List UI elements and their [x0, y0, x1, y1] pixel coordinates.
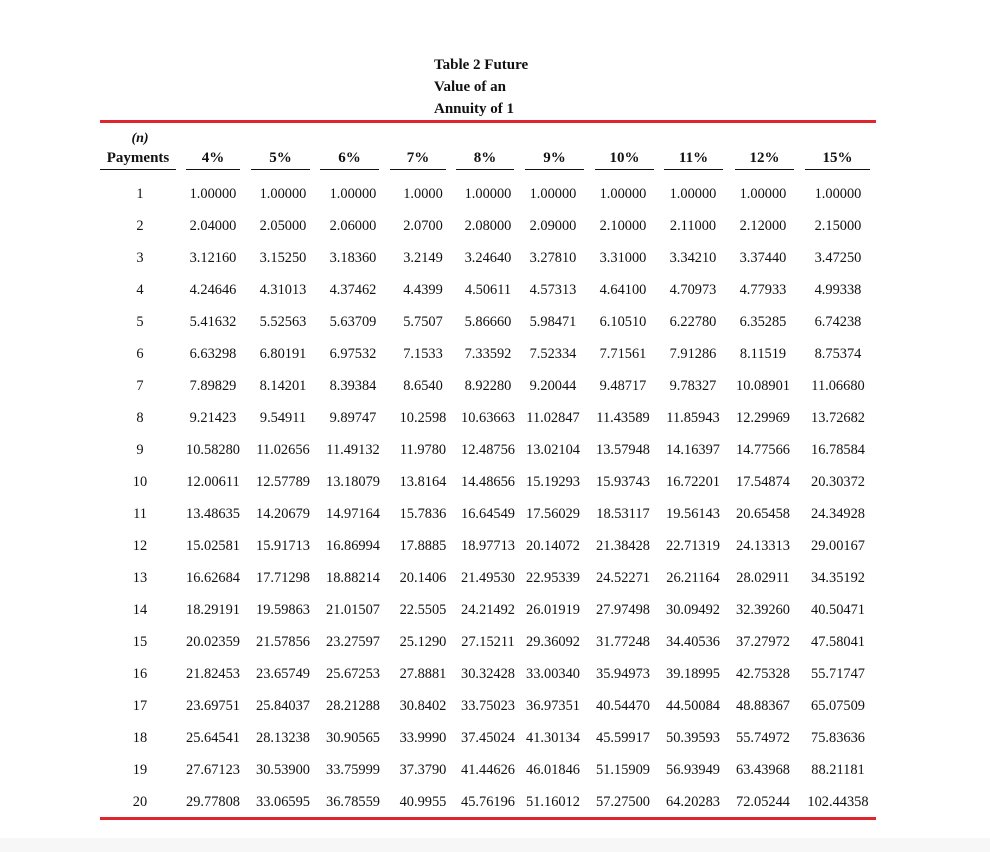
table-cell: 22.5505 [399, 602, 447, 618]
table-cell: 9.48717 [599, 378, 647, 394]
table-row [0, 564, 990, 596]
table-cell: 11.02847 [526, 410, 580, 426]
table-cell: 5.86660 [464, 314, 512, 330]
table-cell: 7.33592 [464, 346, 512, 362]
table-cell: 15.19293 [526, 474, 580, 490]
table-cell: 33.75023 [461, 698, 515, 714]
table-cell: 27.67123 [186, 762, 240, 778]
table-cell: 8.11519 [739, 346, 787, 362]
table-cell: 1.00000 [814, 186, 862, 202]
table-cell: 1.00000 [464, 186, 512, 202]
table-cell: 23.65749 [256, 666, 310, 682]
table-cell: 19.59863 [256, 602, 310, 618]
table-cell: 33.9990 [399, 730, 447, 746]
table-cell: 3.18360 [329, 250, 377, 266]
payments-number: 15 [132, 634, 148, 650]
table-cell: 65.07509 [811, 698, 865, 714]
table-row [0, 468, 990, 500]
payments-number: 12 [132, 538, 148, 554]
table-cell: 1.00000 [599, 186, 647, 202]
table-cell: 2.08000 [464, 218, 512, 234]
table-cell: 5.63709 [329, 314, 377, 330]
table-cell: 2.10000 [599, 218, 647, 234]
table-cell: 55.74972 [736, 730, 790, 746]
table-cell: 6.74238 [814, 314, 862, 330]
table-cell: 20.30372 [811, 474, 865, 490]
table-cell: 11.43589 [596, 410, 650, 426]
table-cell: 18.88214 [326, 570, 380, 586]
table-cell: 9.78327 [669, 378, 717, 394]
table-cell: 3.2149 [403, 250, 443, 266]
table-cell: 25.64541 [186, 730, 240, 746]
rate-header: 7% [390, 150, 446, 170]
table-cell: 2.12000 [739, 218, 787, 234]
payments-number: 14 [132, 602, 148, 618]
table-cell: 56.93949 [666, 762, 720, 778]
table-cell: 22.95339 [526, 570, 580, 586]
table-cell: 44.50084 [666, 698, 720, 714]
table-cell: 4.64100 [599, 282, 647, 298]
table-cell: 7.91286 [669, 346, 717, 362]
annuity-table-body [0, 180, 990, 820]
table-cell: 2.15000 [814, 218, 862, 234]
table-cell: 18.97713 [461, 538, 515, 554]
payments-number: 18 [132, 730, 148, 746]
table-cell: 39.18995 [666, 666, 720, 682]
table-cell: 4.77933 [739, 282, 787, 298]
table-cell: 6.80191 [259, 346, 307, 362]
payments-number: 6 [136, 346, 144, 362]
table-cell: 11.9780 [399, 442, 447, 458]
table-row [0, 180, 990, 212]
table-cell: 22.71319 [666, 538, 720, 554]
table-cell: 33.75999 [326, 762, 380, 778]
table-row [0, 308, 990, 340]
table-cell: 5.41632 [189, 314, 237, 330]
rate-header: 11% [664, 150, 723, 170]
table-cell: 6.63298 [189, 346, 237, 362]
payments-number: 5 [136, 314, 144, 330]
rate-header: 9% [525, 150, 584, 170]
payments-number: 16 [132, 666, 148, 682]
table-cell: 21.57856 [256, 634, 310, 650]
table-title [434, 54, 528, 120]
table-cell: 9.54911 [259, 410, 307, 426]
table-cell: 21.49530 [461, 570, 515, 586]
table-cell: 36.97351 [526, 698, 580, 714]
table-cell: 37.45024 [461, 730, 515, 746]
table-cell: 24.52271 [596, 570, 650, 586]
table-cell: 25.1290 [399, 634, 447, 650]
table-cell: 9.21423 [189, 410, 237, 426]
table-cell: 29.36092 [526, 634, 580, 650]
table-cell: 8.6540 [403, 378, 443, 394]
payments-number: 4 [136, 282, 144, 298]
table-cell: 12.29969 [736, 410, 790, 426]
table-cell: 7.71561 [599, 346, 647, 362]
table-cell: 30.90565 [326, 730, 380, 746]
table-cell: 3.31000 [599, 250, 647, 266]
table-cell: 40.9955 [399, 794, 447, 810]
table-cell: 2.06000 [329, 218, 377, 234]
payments-number: 19 [132, 762, 148, 778]
table-cell: 5.7507 [403, 314, 443, 330]
payments-number: 8 [136, 410, 144, 426]
table-cell: 37.27972 [736, 634, 790, 650]
table-cell: 21.01507 [326, 602, 380, 618]
table-cell: 3.27810 [529, 250, 577, 266]
table-cell: 4.57313 [529, 282, 577, 298]
table-cell: 6.10510 [599, 314, 647, 330]
table-cell: 50.39593 [666, 730, 720, 746]
table-row [0, 596, 990, 628]
table-cell: 3.47250 [814, 250, 862, 266]
table-cell: 10.63663 [461, 410, 515, 426]
table-cell: 13.72682 [811, 410, 865, 426]
table-cell: 29.77808 [186, 794, 240, 810]
table-row [0, 628, 990, 660]
table-cell: 10.08901 [736, 378, 790, 394]
table-cell: 7.1533 [403, 346, 443, 362]
table-cell: 3.37440 [739, 250, 787, 266]
table-row [0, 404, 990, 436]
payments-number: 20 [132, 794, 148, 810]
table-cell: 72.05244 [736, 794, 790, 810]
table-cell: 17.56029 [526, 506, 580, 522]
table-cell: 18.29191 [186, 602, 240, 618]
table-cell: 20.14072 [526, 538, 580, 554]
table-cell: 9.20044 [529, 378, 577, 394]
table-cell: 3.15250 [259, 250, 307, 266]
table-cell: 16.62684 [186, 570, 240, 586]
table-cell: 17.71298 [256, 570, 310, 586]
table-cell: 45.59917 [596, 730, 650, 746]
table-cell: 14.20679 [256, 506, 310, 522]
table-cell: 51.16012 [526, 794, 580, 810]
payments-header: Payments [100, 150, 176, 170]
table-cell: 12.00611 [186, 474, 240, 490]
table-cell: 36.78559 [326, 794, 380, 810]
table-cell: 55.71747 [811, 666, 865, 682]
table-cell: 41.30134 [526, 730, 580, 746]
table-row [0, 532, 990, 564]
table-cell: 11.02656 [256, 442, 310, 458]
table-cell: 30.53900 [256, 762, 310, 778]
table-cell: 5.98471 [529, 314, 577, 330]
table-cell: 6.35285 [739, 314, 787, 330]
table-cell: 16.64549 [461, 506, 515, 522]
table-row [0, 756, 990, 788]
table-cell: 8.39384 [329, 378, 377, 394]
rate-header: 12% [735, 150, 794, 170]
table-cell: 42.75328 [736, 666, 790, 682]
table-cell: 16.86994 [326, 538, 380, 554]
table-cell: 4.70973 [669, 282, 717, 298]
payments-number: 1 [136, 186, 144, 202]
table-row [0, 244, 990, 276]
payments-number: 7 [136, 378, 144, 394]
table-cell: 15.02581 [186, 538, 240, 554]
table-row [0, 660, 990, 692]
table-cell: 21.82453 [186, 666, 240, 682]
table-title-line-3: Annuity of 1 [434, 101, 515, 117]
rate-header: 4% [186, 150, 240, 170]
table-cell: 24.21492 [461, 602, 515, 618]
table-cell: 6.22780 [669, 314, 717, 330]
table-cell: 4.31013 [259, 282, 307, 298]
table-row [0, 436, 990, 468]
table-cell: 40.54470 [596, 698, 650, 714]
table-cell: 15.93743 [596, 474, 650, 490]
table-cell: 25.67253 [326, 666, 380, 682]
table-cell: 30.8402 [399, 698, 447, 714]
table-cell: 3.24640 [464, 250, 512, 266]
table-cell: 51.15909 [596, 762, 650, 778]
table-cell: 64.20283 [666, 794, 720, 810]
table-cell: 3.34210 [669, 250, 717, 266]
table-cell: 26.21164 [666, 570, 720, 586]
table-cell: 30.32428 [461, 666, 515, 682]
table-cell: 13.48635 [186, 506, 240, 522]
table-cell: 2.05000 [259, 218, 307, 234]
payments-number: 11 [133, 506, 147, 522]
table-cell: 13.57948 [596, 442, 650, 458]
table-cell: 16.78584 [811, 442, 865, 458]
page-bottom-band [0, 838, 990, 852]
table-cell: 4.4399 [403, 282, 443, 298]
table-cell: 2.09000 [529, 218, 577, 234]
table-cell: 14.97164 [326, 506, 380, 522]
payments-number: 17 [132, 698, 148, 714]
table-cell: 14.16397 [666, 442, 720, 458]
table-cell: 15.91713 [256, 538, 310, 554]
table-cell: 5.52563 [259, 314, 307, 330]
table-cell: 35.94973 [596, 666, 650, 682]
table-cell: 6.97532 [329, 346, 377, 362]
table-cell: 2.11000 [669, 218, 717, 234]
table-cell: 57.27500 [596, 794, 650, 810]
n-header: (n) [131, 131, 149, 146]
payments-number: 9 [136, 442, 144, 458]
table-row [0, 276, 990, 308]
table-cell: 1.00000 [529, 186, 577, 202]
table-cell: 10.58280 [186, 442, 240, 458]
table-cell: 1.0000 [403, 186, 443, 202]
table-cell: 4.24646 [189, 282, 237, 298]
table-cell: 17.54874 [736, 474, 790, 490]
table-cell: 13.02104 [526, 442, 580, 458]
table-cell: 23.27597 [326, 634, 380, 650]
table-cell: 24.34928 [811, 506, 865, 522]
table-cell: 31.77248 [596, 634, 650, 650]
rate-header: 8% [456, 150, 514, 170]
table-cell: 34.40536 [666, 634, 720, 650]
table-cell: 88.21181 [811, 762, 865, 778]
table-cell: 4.37462 [329, 282, 377, 298]
table-cell: 11.49132 [326, 442, 380, 458]
table-cell: 8.75374 [814, 346, 862, 362]
table-cell: 8.92280 [464, 378, 512, 394]
table-cell: 24.13313 [736, 538, 790, 554]
table-row [0, 724, 990, 756]
table-cell: 40.50471 [811, 602, 865, 618]
table-cell: 33.06595 [256, 794, 310, 810]
table-cell: 10.2598 [399, 410, 447, 426]
payments-number: 10 [132, 474, 148, 490]
table-cell: 20.65458 [736, 506, 790, 522]
table-cell: 1.00000 [329, 186, 377, 202]
table-cell: 26.01919 [526, 602, 580, 618]
table-cell: 12.48756 [461, 442, 515, 458]
table-cell: 13.18079 [326, 474, 380, 490]
table-title-line-2: Value of an [434, 79, 506, 95]
table-cell: 37.3790 [399, 762, 447, 778]
table-cell: 23.69751 [186, 698, 240, 714]
table-cell: 14.48656 [461, 474, 515, 490]
table-cell: 32.39260 [736, 602, 790, 618]
table-cell: 19.56143 [666, 506, 720, 522]
table-cell: 1.00000 [189, 186, 237, 202]
table-cell: 1.00000 [669, 186, 717, 202]
table-cell: 27.97498 [596, 602, 650, 618]
table-cell: 20.02359 [186, 634, 240, 650]
table-cell: 75.83636 [811, 730, 865, 746]
table-cell: 46.01846 [526, 762, 580, 778]
table-cell: 34.35192 [811, 570, 865, 586]
table-title-line-1: Table 2 Future [434, 57, 529, 73]
table-cell: 4.99338 [814, 282, 862, 298]
table-cell: 30.09492 [666, 602, 720, 618]
table-row [0, 500, 990, 532]
table-cell: 9.89747 [329, 410, 377, 426]
table-cell: 18.53117 [596, 506, 650, 522]
table-cell: 13.8164 [399, 474, 447, 490]
table-cell: 21.38428 [596, 538, 650, 554]
table-cell: 7.52334 [529, 346, 577, 362]
table-cell: 28.21288 [326, 698, 380, 714]
table-cell: 2.04000 [189, 218, 237, 234]
table-cell: 2.0700 [403, 218, 443, 234]
table-cell: 102.44358 [807, 794, 869, 810]
table-row [0, 372, 990, 404]
rate-header: 5% [251, 150, 310, 170]
table-cell: 27.15211 [461, 634, 515, 650]
payments-number: 3 [136, 250, 144, 266]
table-row [0, 340, 990, 372]
bottom-red-rule [100, 817, 876, 820]
table-row [0, 212, 990, 244]
table-cell: 29.00167 [811, 538, 865, 554]
table-cell: 45.76196 [461, 794, 515, 810]
table-cell: 3.12160 [189, 250, 237, 266]
payments-number: 2 [136, 218, 144, 234]
table-row [0, 788, 990, 820]
table-cell: 11.06680 [811, 378, 865, 394]
table-cell: 1.00000 [739, 186, 787, 202]
rate-header: 15% [805, 150, 870, 170]
rate-header: 6% [320, 150, 379, 170]
table-cell: 20.1406 [399, 570, 447, 586]
table-cell: 11.85943 [666, 410, 720, 426]
table-cell: 17.8885 [399, 538, 447, 554]
table-cell: 47.58041 [811, 634, 865, 650]
table-cell: 15.7836 [399, 506, 447, 522]
table-cell: 16.72201 [666, 474, 720, 490]
table-cell: 12.57789 [256, 474, 310, 490]
table-cell: 28.13238 [256, 730, 310, 746]
table-cell: 63.43968 [736, 762, 790, 778]
table-cell: 33.00340 [526, 666, 580, 682]
rate-header: 10% [595, 150, 654, 170]
table-cell: 4.50611 [464, 282, 512, 298]
table-cell: 25.84037 [256, 698, 310, 714]
table-cell: 27.8881 [399, 666, 447, 682]
table-row [0, 692, 990, 724]
table-cell: 14.77566 [736, 442, 790, 458]
table-cell: 48.88367 [736, 698, 790, 714]
table-cell: 28.02911 [736, 570, 790, 586]
table-cell: 8.14201 [259, 378, 307, 394]
top-red-rule [100, 120, 876, 123]
table-cell: 1.00000 [259, 186, 307, 202]
payments-number: 13 [132, 570, 148, 586]
table-cell: 7.89829 [189, 378, 237, 394]
table-cell: 41.44626 [461, 762, 515, 778]
